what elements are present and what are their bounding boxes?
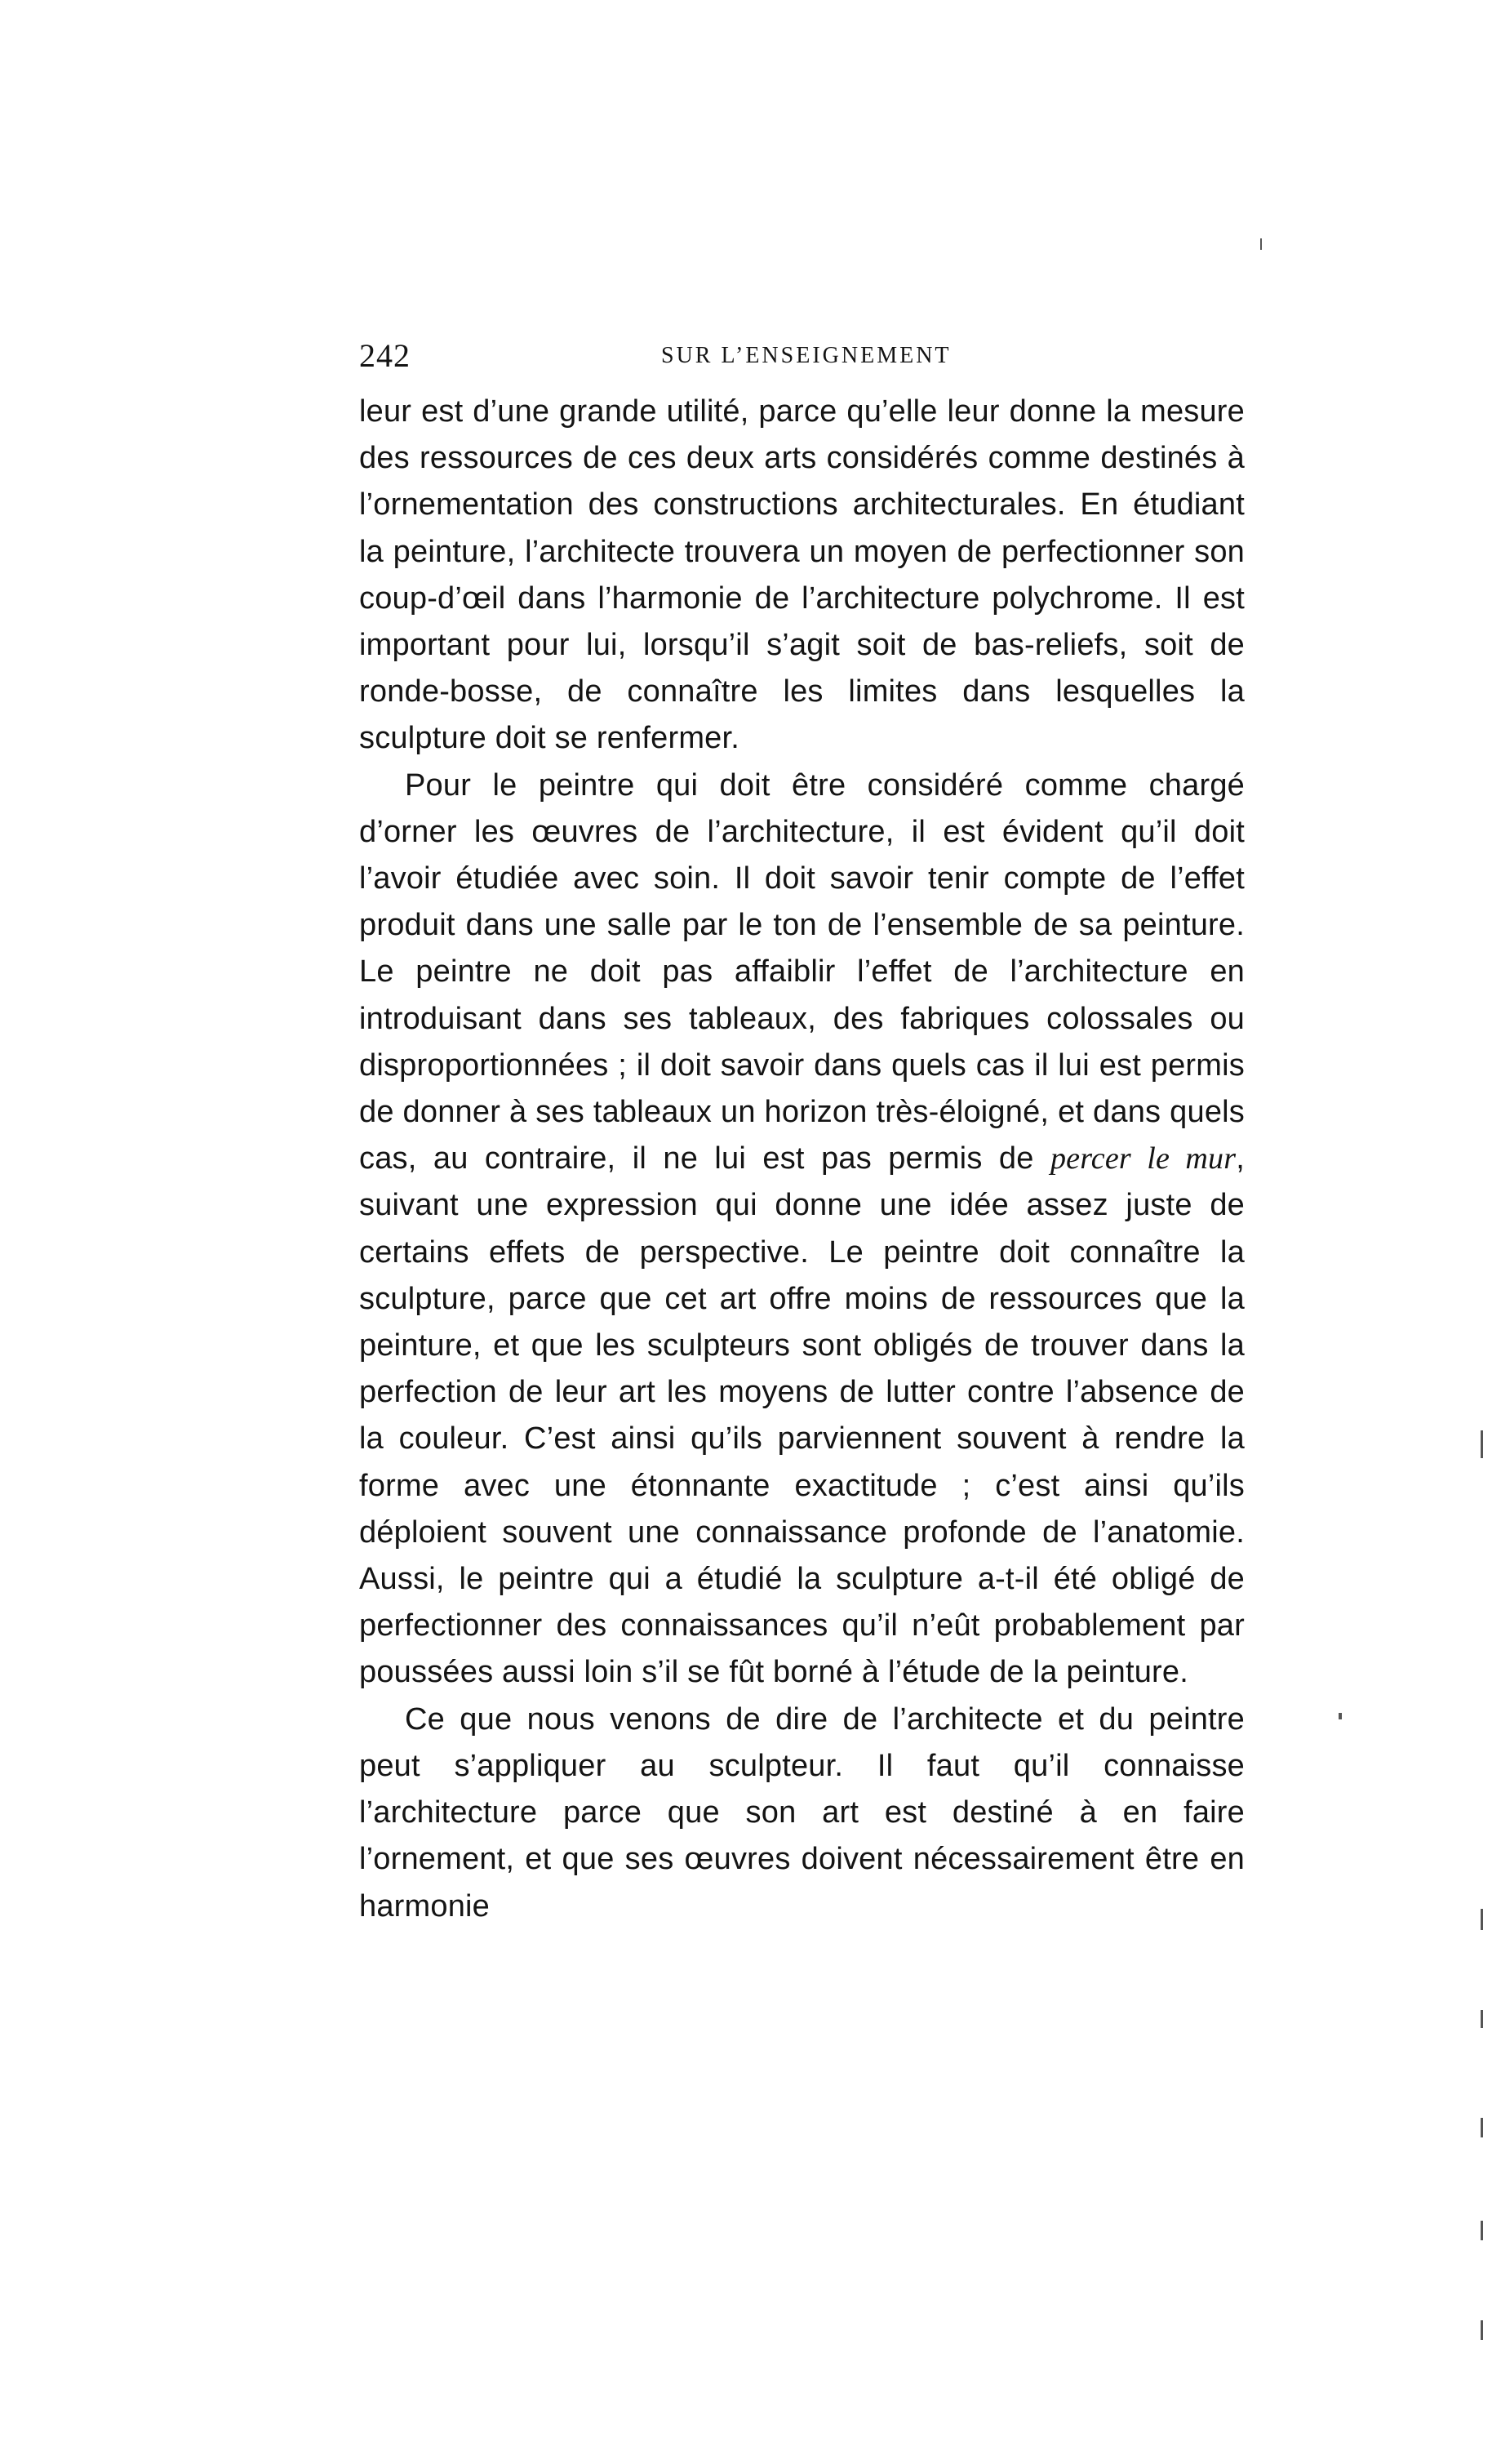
- body-text: [359, 389, 1245, 1930]
- scan-mark: [1260, 238, 1262, 250]
- scan-mark: [1481, 1430, 1483, 1458]
- italic-phrase: percer le mur: [1050, 1141, 1237, 1176]
- paragraph-2-text-start: Pour le peintre qui doit être considéré comme chargé d’orner les œuvres de l’architecture, il est évident qu’il doit l’avoir étudiée avec soin. Il doit savoir tenir compte de l’effet produit dans une salle par le ton de l’ensemble de sa peinture. Le peintre ne doit pas affaiblir l’effet de l’architecture en introduisant dans ses tableaux, des fabriques colossales ou disproportionnées ; il doit savoir dans quels cas il lui est permis de donner à ses tableaux un horizon très-éloigné, et dans quels cas, au contraire, il ne lui est pas permis de: [359, 767, 1245, 1176]
- scan-mark: [1339, 1713, 1342, 1719]
- paragraph-2: [359, 763, 1245, 1697]
- scan-mark: [1481, 1909, 1483, 1930]
- paragraph-2-text-end: , suivant une expression qui donne une idée assez juste de certains effets de perspective. Le peintre doit connaître la sculpture, parce que cet art offre moins de ressources que la peinture, et que les sculpteurs sont obligés de trouver dans la perfection de leur art les moyens de lutter contre l’absence de la couleur. C’est ainsi qu’ils parviennent souvent à rendre la forme avec une étonnante exactitude ; c’est ainsi qu’ils déploient souvent une connaissance profonde de l’anatomie. Aussi, le peintre qui a étudié la sculpture a-t-il été obligé de perfectionner des connaissances qu’il n’eût probablement par poussées aussi loin s’il se fût borné à l’étude de la peinture.: [359, 1141, 1245, 1690]
- scan-mark: [1481, 2118, 1483, 2137]
- paragraph-3: [359, 1697, 1245, 1930]
- scan-mark: [1481, 2320, 1483, 2340]
- running-title: SUR L’ENSEIGNEMENT: [661, 343, 952, 368]
- page-number: 242: [359, 337, 411, 374]
- scan-mark: [1481, 2221, 1483, 2240]
- paragraph-1: [359, 389, 1245, 763]
- paragraph-3-text: Ce que nous venons de dire de l’architecte et du peintre peut s’appliquer au sculpteur. Il faut qu’il connaisse l’architecture parce que son art est destiné à en faire l’ornement, et que ses œuvres doivent nécessairement être en harmonie: [359, 1701, 1245, 1924]
- scan-mark: [1481, 2010, 1483, 2028]
- paragraph-1-text: leur est d’une grande utilité, parce qu’elle leur donne la mesure des ressources de ces deux arts considérés comme destinés à l’ornementation des constructions architecturales. En étudiant la peinture, l’architecte trouvera un moyen de perfectionner son coup-d’œil dans l’harmonie de l’architecture polychrome. Il est important pour lui, lorsqu’il s’agit soit de bas-reliefs, soit de ronde-bosse, de connaître les limites dans lesquelles la sculpture doit se renfermer.: [359, 394, 1245, 756]
- running-head: [359, 336, 1249, 377]
